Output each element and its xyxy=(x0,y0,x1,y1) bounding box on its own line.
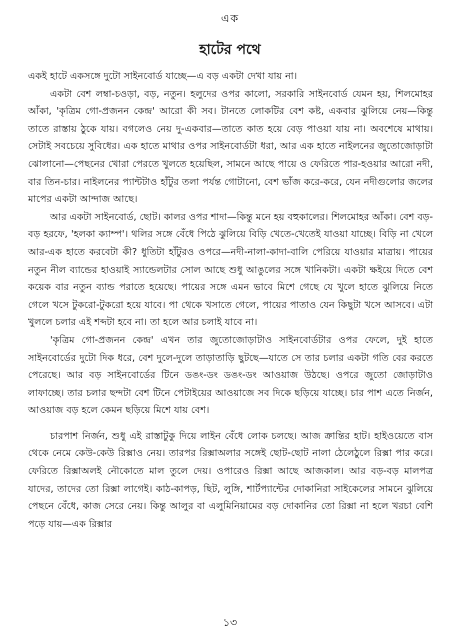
paragraph-4: 'কৃত্রিম গো-প্রজনন কেন্দ্র' এখন তার জুতোজোড়াটাও সাইনবোর্ডটার ওপর ফেলে, দুই হাতে সাইনবোর্ডের দুটো দিক ধরে, বেশ দুলে-দুলে তাড়াতাড়ি ছুটছে—যাতে সে তার চলার একটা গতি বের করতে পেরেছে। আর বড় সাইনবোর্ডের টিনে ডঙং-ডং ডঙং-ডং আওয়াজ উঠছে। ওপরে জুতো জোড়াটাও লাফাচ্ছে। তার চলার ছন্দটা বেশ টিনে পেটাইয়ের আওয়াজে সব দিকে ছড়িয়ে যাচ্ছে। চার পাশ এতে নির্জন, আওয়াজ বড় হলে কেমন ছড়িয়ে মিশে যায় বেশ। xyxy=(28,334,433,417)
body-text xyxy=(28,68,433,533)
paragraph-3: আর একটা সাইনবোর্ড, ছোট। কালর ওপর শাদা—কিন্তু মনে হয় বহুকালের। শিলমোহর আঁকা। বেশ বড়-বড় হরফে, 'হলকা ক্যাম্প'। থলির সঙ্গে বেঁধে পিঠে ঝুলিয়ে বিড়ি খেতে-খেতেই যাওয়া যাচ্ছে। বিড়ি না খেলে আর-এক হাতে করবেটা কী? ধুতিটা হাঁটুরও ওপরে—নদী-নালা-কাদা-বালি পেরিয়ে যাওয়ার মাত্রায়। পায়ের নতুন নীল ব্যান্ডের হাওয়াই স্যান্ডেলটার সোল আছে শুধু আঙুলের সঙ্গে খানিকটা। একটা ক্ষইয়ে দিতে বেশ কয়েক বার নতুন ব্যান্ড পরাতে হয়েছে। পায়ের সঙ্গে এমন ভাবে মিশে গেছে যে খুলে হাতে ঝুলিয়ে নিতে গেলে খসে টুকরো-টুকরো হয়ে যাবে। পা থেকে খসাতে গেলে, পায়ের পাতাও যেন কিছুটা খসে আসবে। এটা খুললে চলার এই শব্দটা হবে না। তা হলে আর চলাই যাবে না। xyxy=(28,211,433,329)
chapter-title: হাটের পথে xyxy=(199,42,261,58)
paragraph-5: চারপাশ নির্জন, শুধু এই রাস্তাটুকু দিয়ে লাইন বেঁধে লোক চলছে। আজ ক্রান্তির হাট। হাইওয়েতে বাস থেকে নেমে কেউ-কেউ রিক্সাও নেয়। তারপর রিক্সাঅলার সঙ্গেই ছোট-ছোট নালা ঠেলেঠুলে রিক্সা পার করে। ফেরিতে রিক্সাঅলই নৌকোতে মাল তুলে দেয়। ওপারেও রিক্সা আছে আজকাল। আর বড়-বড় মালপত্র যাদের, তাদের তো রিক্সা লাগেই। কাঠ-কাপড়, ছিট, লুঙ্গি, শার্টপ্যান্টের দোকানিরা সাইকেলের সামনে ঝুলিয়ে পেছনে বেঁধে, কাজ সেরে নেয়। কিন্তু আলুর বা এলুমিনিয়ামের বড় দোকানির তো রিক্সা না হলে খরচা বেশি পড়ে যায়—এক রিক্সার xyxy=(28,430,433,530)
paragraph-1: একই হাটে একসঙ্গে দুটো সাইনবোর্ড যাচ্ছে—এ বড় একটা দেখা যায় না। xyxy=(28,71,298,82)
paragraph-2: একটা বেশ লম্বা-চওড়া, বড়, নতুন। হলুদের ওপর কালো, সরকারি সাইনবোর্ড যেমন হয়, শিলমোহর আঁকা, 'কৃত্রিম গো-প্রজনন কেন্দ্র' আরো কী সব। টানতে লোকটির বেশ কষ্ট, একবার ঝুলিয়ে নেয়—কিন্তু তাতে রাস্তায় ঠুকে যায়। বগলেও নেয় দু-একবার—তাতে কাত হয়ে বেড় পাওয়া যায় না। অবশেষে মাথায়। সেটাই সবচেয়ে সুবিধের। এক হাতে মাথার ওপর সাইনবোর্ডটা ধরা, আর এক হাতে নাইলনের জুতোজোড়াটা ঝোলানো—পেছনের খোরা পেরতে খুলতে হয়েছিল, সামনে আছে পায়ে ও ফেরিতে পার-হওয়ার আরো নদী, বার তিন-চার। নাইলনের প্যান্টটাও হাঁটুর তলা পর্যন্ত গোটানো, বেশ ভাঁজ করে-করে, যেন নদীগুলোর জলের মাপের একটা আন্দাজ আছে। xyxy=(28,88,433,206)
chapter-number: এক xyxy=(220,12,240,25)
page-number: ১৩ xyxy=(222,616,238,629)
